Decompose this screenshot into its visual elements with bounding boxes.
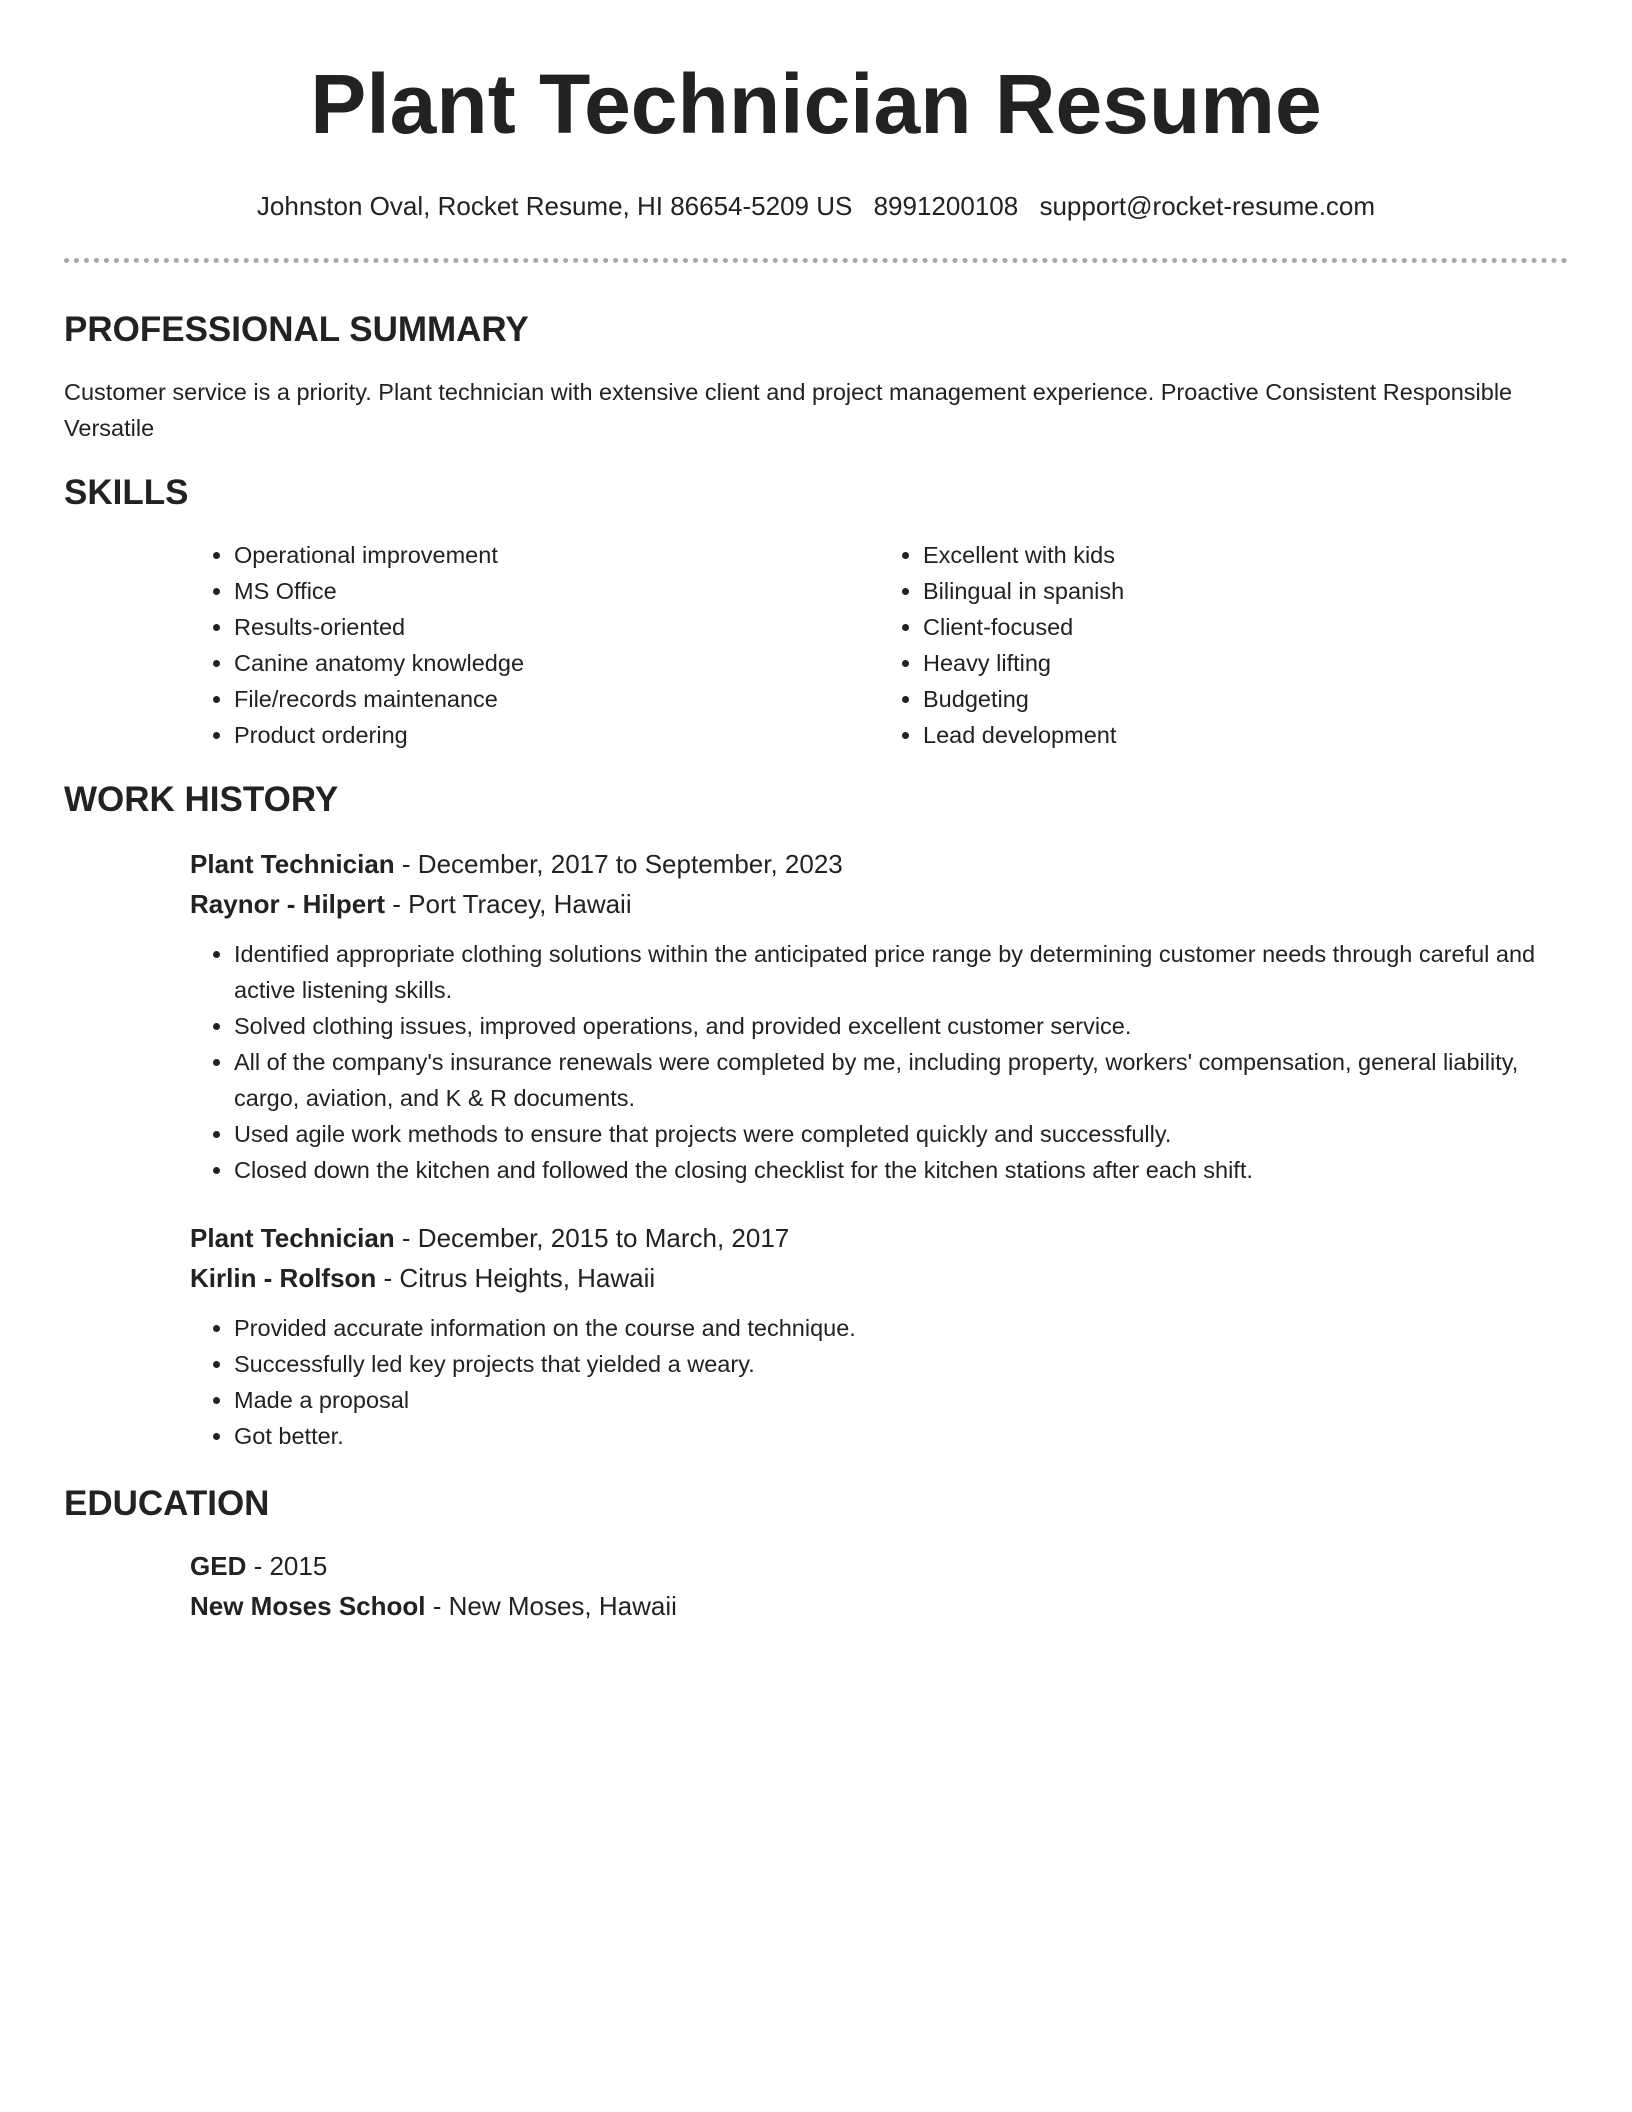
skill-item: • Product ordering — [234, 717, 879, 753]
job-company: Kirlin - Rolfson — [190, 1263, 377, 1293]
job-title: Plant Technician — [190, 849, 395, 879]
job-company-line — [190, 884, 1568, 924]
skills-heading: SKILLS — [64, 473, 189, 512]
job-duty-item: • Closed down the kitchen and followed the closing checklist for the kitchen stations after each shift. — [234, 1152, 1568, 1188]
job-duty-item: • All of the company's insurance renewals were completed by me, including property, workers' compensation, general liability, cargo, aviation, and K & R documents. — [234, 1044, 1568, 1116]
contact-phone: 8991200108 — [873, 191, 1019, 221]
education-degree: GED — [190, 1551, 247, 1581]
education-school-line — [190, 1586, 1568, 1626]
job-duty-item: • Used agile work methods to ensure that projects were completed quickly and successfully. — [234, 1116, 1568, 1152]
skill-item: • Budgeting — [923, 681, 1568, 717]
job-duties — [190, 1310, 1568, 1454]
education-section — [64, 1482, 1568, 1626]
skill-item: • Canine anatomy knowledge — [234, 645, 879, 681]
skill-item: • Lead development — [923, 717, 1568, 753]
contact-line — [64, 190, 1568, 222]
header-divider — [64, 258, 1568, 263]
job-company: Raynor - Hilpert — [190, 889, 386, 919]
skill-item: • Bilingual in spanish — [923, 573, 1568, 609]
job-duty-item: • Provided accurate information on the course and technique. — [234, 1310, 1568, 1346]
skill-item: • File/records maintenance — [234, 681, 879, 717]
summary-heading: PROFESSIONAL SUMMARY — [64, 310, 529, 349]
job-location: - Citrus Heights, Hawaii — [376, 1263, 656, 1293]
work-history-section — [64, 778, 1568, 1454]
skills-column-left — [190, 537, 879, 753]
job-duty-item: • Identified appropriate clothing solutions within the anticipated price range by determining customer needs through careful and active listening skills. — [234, 936, 1568, 1008]
job-company-line — [190, 1258, 1568, 1298]
job-title: Plant Technician — [190, 1223, 395, 1253]
education-location: - New Moses, Hawaii — [425, 1591, 677, 1621]
job-title-line — [190, 1218, 1568, 1258]
skill-item: • MS Office — [234, 573, 879, 609]
job-location: - Port Tracey, Hawaii — [385, 889, 632, 919]
job-entry — [190, 844, 1568, 1188]
education-heading: EDUCATION — [64, 1484, 270, 1523]
skills-column-right — [879, 537, 1568, 753]
job-dates: - December, 2017 to September, 2023 — [394, 849, 843, 879]
job-duties — [190, 936, 1568, 1188]
contact-address: Johnston Oval, Rocket Resume, HI 86654-5209 US — [256, 191, 853, 221]
job-dates: - December, 2015 to March, 2017 — [394, 1223, 790, 1253]
job-duty-item: • Made a proposal — [234, 1382, 1568, 1418]
summary-text: Customer service is a priority. Plant technician with extensive client and project management experience. Proactive Consistent Responsible Versatile — [64, 379, 1513, 441]
skill-item: • Excellent with kids — [923, 537, 1568, 573]
job-duty-item: • Solved clothing issues, improved operations, and provided excellent customer service. — [234, 1008, 1568, 1044]
job-duty-item: • Got better. — [234, 1418, 1568, 1454]
skill-item: • Client-focused — [923, 609, 1568, 645]
skills-list — [190, 537, 1568, 753]
skill-item: • Results-oriented — [234, 609, 879, 645]
education-degree-line — [190, 1546, 1568, 1586]
education-year: - 2015 — [246, 1551, 328, 1581]
job-duty-item: • Successfully led key projects that yielded a weary. — [234, 1346, 1568, 1382]
work-history-heading: WORK HISTORY — [64, 780, 339, 819]
resume-title: Plant Technician Resume — [310, 57, 1322, 151]
contact-email: support@rocket-resume.com — [1039, 191, 1376, 221]
skills-section — [64, 471, 1568, 753]
skill-item: • Operational improvement — [234, 537, 879, 573]
job-entry — [190, 1218, 1568, 1454]
job-title-line — [190, 844, 1568, 884]
summary-section — [64, 308, 1568, 446]
education-school: New Moses School — [190, 1591, 426, 1621]
skill-item: • Heavy lifting — [923, 645, 1568, 681]
education-entry — [190, 1546, 1568, 1626]
